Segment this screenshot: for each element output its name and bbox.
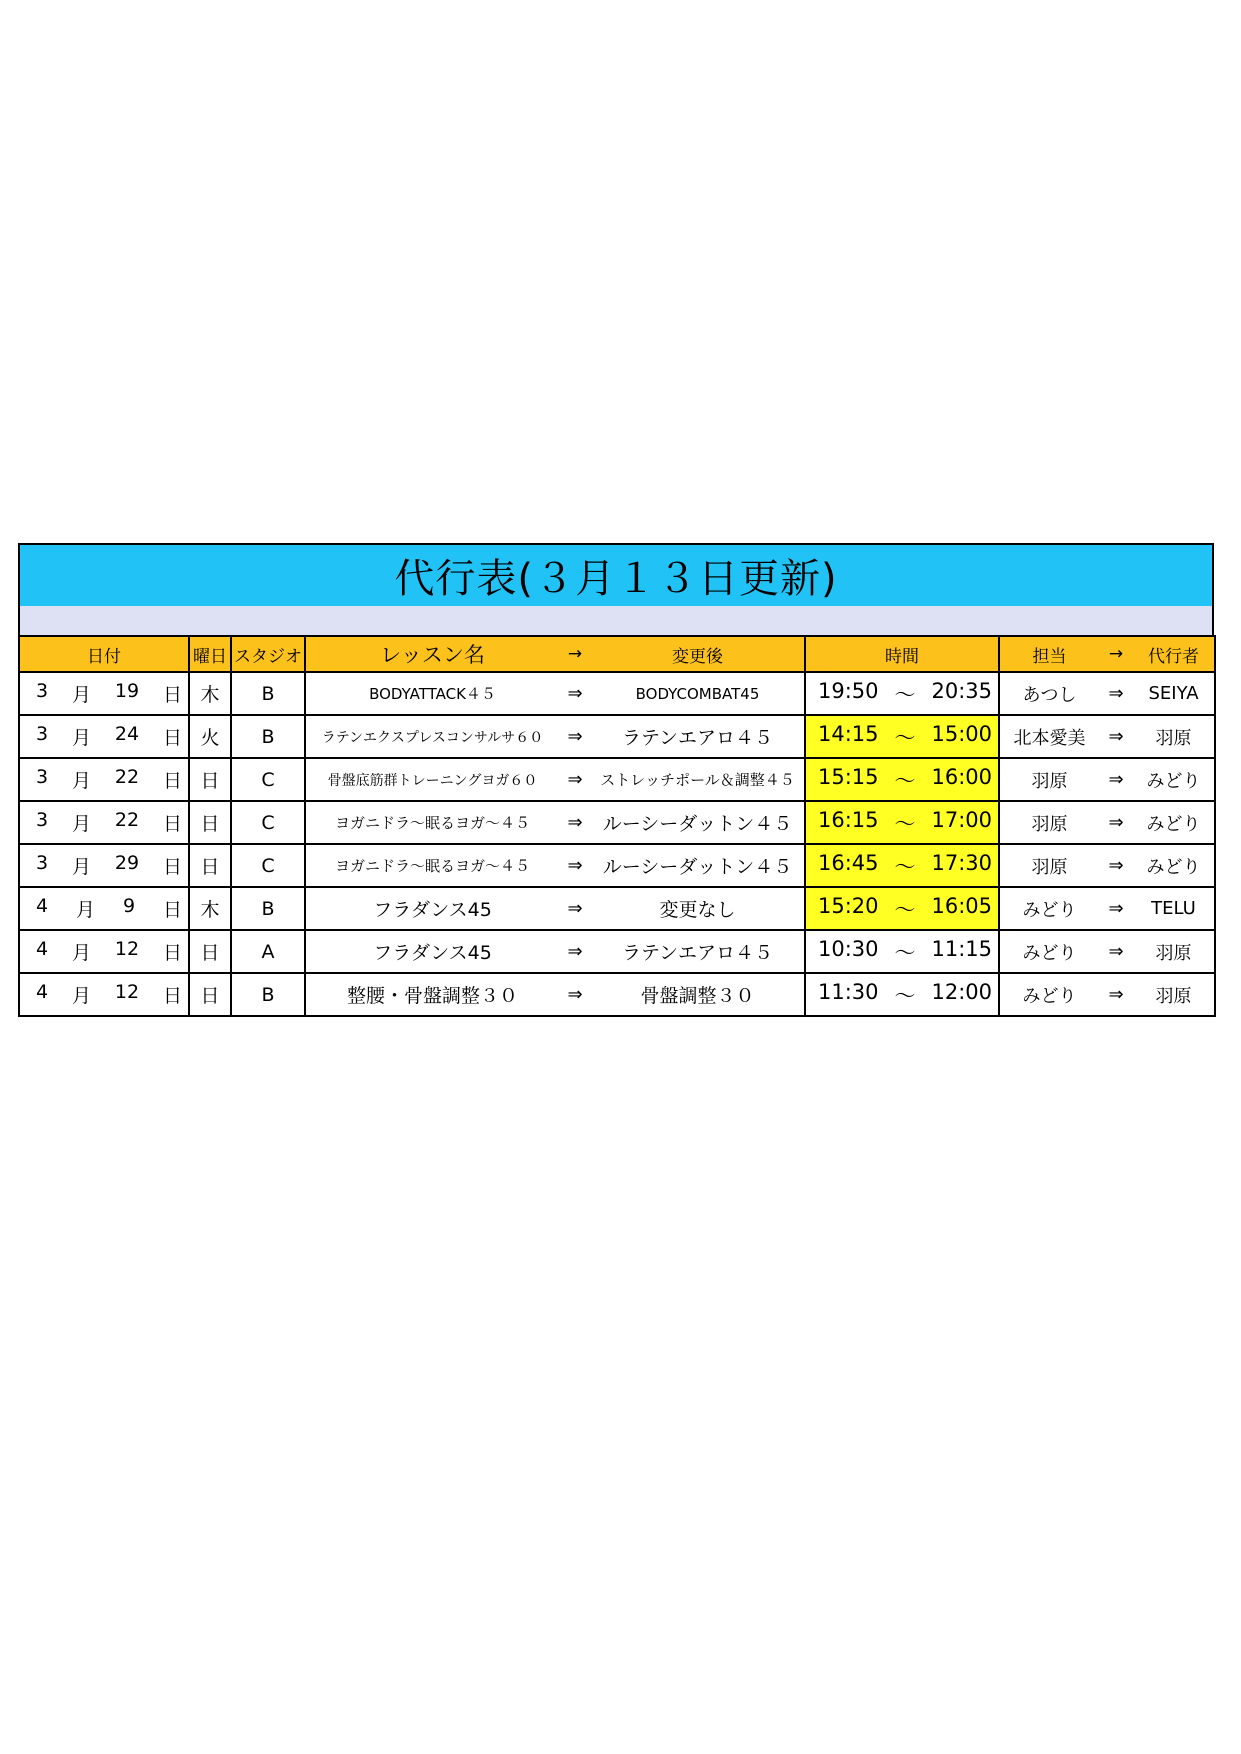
studio-cell: B (231, 887, 305, 930)
instructor-cell: 北本愛美 (999, 715, 1099, 758)
header-time: 時間 (805, 636, 999, 672)
time-cell (805, 758, 999, 801)
table-row (19, 930, 1215, 973)
arrow-cell: ⇒ (559, 801, 591, 844)
arrow-cell: ⇒ (559, 844, 591, 887)
changed-cell: ストレッチポール＆調整４５ (591, 758, 805, 801)
table-row (19, 758, 1215, 801)
instructor-cell: みどり (999, 930, 1099, 973)
day: 24 (114, 723, 140, 745)
arrow-cell: ⇒ (559, 930, 591, 973)
day-unit: 日 (162, 813, 182, 835)
lesson-cell: ヨガニドラ～眠るヨガ～４５ (305, 844, 559, 887)
day: 12 (114, 981, 140, 1003)
weekday-cell: 日 (189, 973, 231, 1016)
month-unit: 月 (71, 856, 91, 878)
start-time: 16:15 (818, 807, 879, 832)
month-unit: 月 (71, 813, 91, 835)
time-cell (805, 801, 999, 844)
arrow-cell: ⇒ (559, 672, 591, 715)
tilde: ～ (894, 854, 916, 879)
time-cell (805, 844, 999, 887)
table-row (19, 672, 1215, 715)
date-cell (19, 715, 189, 758)
header-lesson: レッスン名 (305, 636, 559, 672)
studio-cell: B (231, 715, 305, 758)
table-row (19, 715, 1215, 758)
substitute-cell: 羽原 (1133, 930, 1215, 973)
month: 3 (36, 723, 49, 745)
substitute-table (18, 635, 1216, 1017)
day-unit: 日 (162, 727, 182, 749)
start-time: 19:50 (818, 678, 879, 703)
tilde: ～ (894, 983, 916, 1008)
instructor-cell: みどり (999, 887, 1099, 930)
day-unit: 日 (162, 899, 182, 921)
weekday-cell: 火 (189, 715, 231, 758)
substitute-cell: 羽原 (1133, 973, 1215, 1016)
changed-cell: ルーシーダットン４５ (591, 844, 805, 887)
substitute-cell: みどり (1133, 801, 1215, 844)
table-row (19, 973, 1215, 1016)
weekday-cell: 日 (189, 758, 231, 801)
day: 9 (122, 895, 136, 917)
day: 29 (114, 852, 140, 874)
arrow2-cell: ⇒ (1099, 801, 1133, 844)
start-time: 11:30 (818, 979, 879, 1004)
day: 12 (114, 938, 140, 960)
weekday-cell: 木 (189, 672, 231, 715)
date-cell (19, 844, 189, 887)
month-unit: 月 (71, 727, 91, 749)
arrow2-cell: ⇒ (1099, 930, 1133, 973)
date-cell (19, 801, 189, 844)
header-arrow: → (559, 636, 591, 672)
day-unit: 日 (162, 770, 182, 792)
header-row (19, 636, 1215, 672)
start-time: 16:45 (818, 850, 879, 875)
header-date: 日付 (19, 636, 189, 672)
arrow2-cell: ⇒ (1099, 844, 1133, 887)
lesson-cell: ラテンエクスプレスコンサルサ６０ (305, 715, 559, 758)
start-time: 10:30 (818, 936, 879, 961)
substitute-cell: みどり (1133, 758, 1215, 801)
arrow2-cell: ⇒ (1099, 758, 1133, 801)
lesson-cell: フラダンス45 (305, 887, 559, 930)
month: 3 (36, 680, 49, 702)
studio-cell: A (231, 930, 305, 973)
changed-cell: BODYCOMBAT45 (591, 672, 805, 715)
arrow2-cell: ⇒ (1099, 715, 1133, 758)
time-cell (805, 887, 999, 930)
header-changed: 変更後 (591, 636, 805, 672)
tilde: ～ (894, 768, 916, 793)
table-row (19, 801, 1215, 844)
end-time: 12:00 (931, 979, 992, 1004)
arrow-cell: ⇒ (559, 973, 591, 1016)
table-row (19, 887, 1215, 930)
lesson-cell: フラダンス45 (305, 930, 559, 973)
schedule-sheet (18, 543, 1214, 1017)
instructor-cell: 羽原 (999, 844, 1099, 887)
header-weekday: 曜日 (189, 636, 231, 672)
end-time: 11:15 (931, 936, 992, 961)
time-cell (805, 973, 999, 1016)
header-instructor: 担当 (999, 636, 1099, 672)
table-row (19, 844, 1215, 887)
studio-cell: C (231, 844, 305, 887)
end-time: 16:00 (931, 764, 992, 789)
end-time: 15:00 (931, 721, 992, 746)
substitute-cell: みどり (1133, 844, 1215, 887)
arrow-cell: ⇒ (559, 887, 591, 930)
substitute-cell: SEIYA (1133, 672, 1215, 715)
substitute-cell: TELU (1133, 887, 1215, 930)
lesson-cell: BODYATTACK４５ (305, 672, 559, 715)
weekday-cell: 日 (189, 930, 231, 973)
end-time: 17:00 (931, 807, 992, 832)
month: 3 (36, 852, 49, 874)
time-cell (805, 930, 999, 973)
end-time: 17:30 (931, 850, 992, 875)
month-unit: 月 (71, 985, 91, 1007)
month-unit: 月 (76, 899, 96, 921)
day-unit: 日 (162, 985, 182, 1007)
lesson-cell: 整腰・骨盤調整３０ (305, 973, 559, 1016)
lesson-cell: 骨盤底筋群トレーニングヨガ６０ (305, 758, 559, 801)
sub-bar (18, 606, 1214, 635)
month: 3 (36, 766, 49, 788)
instructor-cell: みどり (999, 973, 1099, 1016)
weekday-cell: 日 (189, 801, 231, 844)
tilde: ～ (894, 897, 916, 922)
day-unit: 日 (162, 856, 182, 878)
month: 3 (36, 809, 49, 831)
lesson-cell: ヨガニドラ～眠るヨガ～４５ (305, 801, 559, 844)
date-cell (19, 887, 189, 930)
changed-cell: ルーシーダットン４５ (591, 801, 805, 844)
month-unit: 月 (71, 942, 91, 964)
month-unit: 月 (71, 684, 91, 706)
month-unit: 月 (71, 770, 91, 792)
studio-cell: C (231, 801, 305, 844)
changed-cell: 骨盤調整３０ (591, 973, 805, 1016)
changed-cell: ラテンエアロ４５ (591, 715, 805, 758)
month: 4 (36, 981, 49, 1003)
weekday-cell: 日 (189, 844, 231, 887)
time-cell (805, 672, 999, 715)
day: 22 (114, 809, 140, 831)
header-arrow2: → (1099, 636, 1133, 672)
studio-cell: C (231, 758, 305, 801)
tilde: ～ (894, 725, 916, 750)
start-time: 15:20 (818, 893, 879, 918)
page-title: 代行表(３月１３日更新) (18, 543, 1214, 606)
date-cell (19, 930, 189, 973)
day-unit: 日 (162, 684, 182, 706)
tilde: ～ (894, 940, 916, 965)
instructor-cell: 羽原 (999, 758, 1099, 801)
month: 4 (36, 895, 49, 917)
arrow-cell: ⇒ (559, 715, 591, 758)
month: 4 (36, 938, 49, 960)
instructor-cell: あつし (999, 672, 1099, 715)
changed-cell: ラテンエアロ４５ (591, 930, 805, 973)
date-cell (19, 973, 189, 1016)
end-time: 20:35 (931, 678, 992, 703)
changed-cell: 変更なし (591, 887, 805, 930)
start-time: 15:15 (818, 764, 879, 789)
arrow2-cell: ⇒ (1099, 672, 1133, 715)
day: 22 (114, 766, 140, 788)
start-time: 14:15 (818, 721, 879, 746)
date-cell (19, 672, 189, 715)
header-studio: スタジオ (231, 636, 305, 672)
instructor-cell: 羽原 (999, 801, 1099, 844)
arrow2-cell: ⇒ (1099, 887, 1133, 930)
substitute-cell: 羽原 (1133, 715, 1215, 758)
studio-cell: B (231, 672, 305, 715)
tilde: ～ (894, 811, 916, 836)
day-unit: 日 (162, 942, 182, 964)
date-cell (19, 758, 189, 801)
end-time: 16:05 (931, 893, 992, 918)
header-substitute: 代行者 (1133, 636, 1215, 672)
tilde: ～ (894, 682, 916, 707)
arrow2-cell: ⇒ (1099, 973, 1133, 1016)
weekday-cell: 木 (189, 887, 231, 930)
studio-cell: B (231, 973, 305, 1016)
day: 19 (114, 680, 140, 702)
time-cell (805, 715, 999, 758)
arrow-cell: ⇒ (559, 758, 591, 801)
